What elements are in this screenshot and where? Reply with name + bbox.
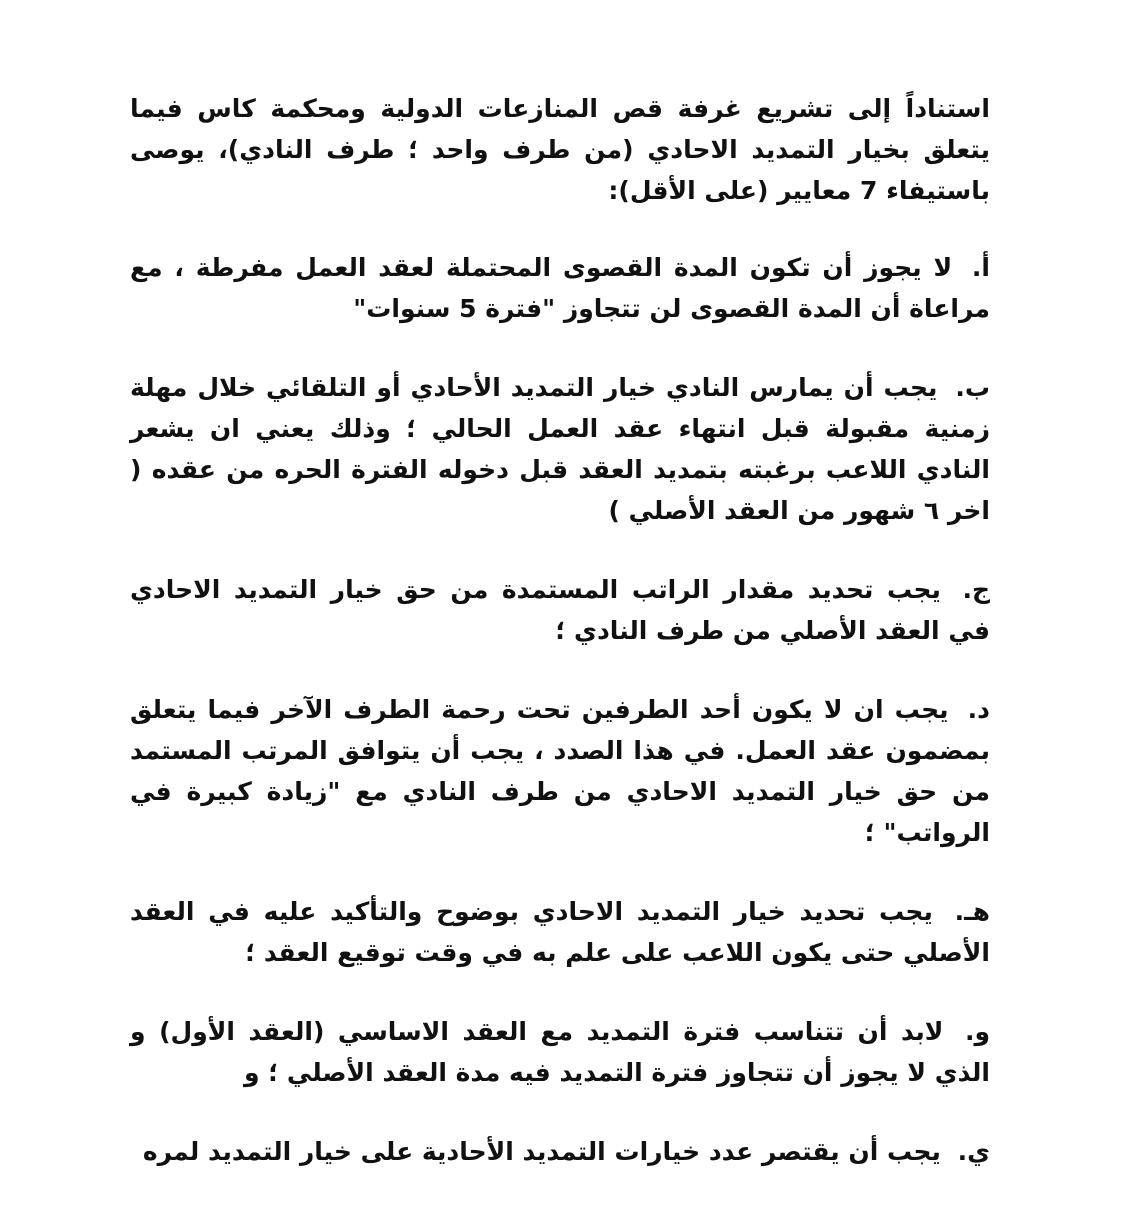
criterion-marker: أ. [971, 253, 990, 282]
criterion-marker: هـ. [954, 897, 990, 926]
criterion-c [130, 569, 990, 651]
criterion-b [130, 367, 990, 531]
criterion-e [130, 891, 990, 973]
document-body [130, 88, 990, 1210]
criterion-text: يجب تحديد مقدار الراتب المستمدة من حق خيار التمديد الاحادي في العقد الأصلي من طرف النادي ؛ [130, 575, 990, 645]
criterion-text: لابد أن تتناسب فترة التمديد مع العقد الاساسي (العقد الأول) و الذي لا يجوز أن تتجاوز فترة التمديد فيه مدة العقد الأصلي ؛ و [130, 1017, 990, 1087]
criterion-text: يجب أن يمارس النادي خيار التمديد الأحادي أو التلقائي خلال مهلة زمنية مقبولة قبل انتهاء عقد العمل الحالي ؛ وذلك يعني ان يشعر النادي اللاعب برغبته بتمديد العقد قبل دخوله الفترة الحره من عقده ( اخر ٦ شهور من العقد الأصلي ) [130, 373, 990, 525]
criterion-g [130, 1131, 990, 1172]
criterion-marker: ي. [957, 1137, 990, 1166]
criterion-marker: و. [964, 1017, 990, 1046]
criterion-text: يجب أن يقتصر عدد خيارات التمديد الأحادية على خيار التمديد لمره [142, 1137, 941, 1166]
criterion-d [130, 689, 990, 853]
intro-paragraph: استناداً إلى تشريع غرفة قص المنازعات الدولية ومحكمة كاس فيما يتعلق بخيار التمديد الاحادي (من طرف واحد ؛ طرف النادي)، يوصى باستيفاء 7 معايير (على الأقل): [130, 94, 990, 205]
criterion-marker: ج. [962, 575, 990, 604]
criterion-text: لا يجوز أن تكون المدة القصوى المحتملة لعقد العمل مفرطة ، مع مراعاة أن المدة القصوى لن تتجاوز "فترة 5 سنوات" [130, 253, 990, 323]
criterion-text: يجب ان لا يكون أحد الطرفين تحت رحمة الطرف الآخر فيما يتعلق بمضمون عقد العمل. في هذا الصدد ، يجب أن يتوافق المرتب المستمد من حق خيار التمديد الاحادي من طرف النادي مع "زيادة كبيرة في الرواتب" ؛ [130, 695, 990, 847]
criterion-f [130, 1011, 990, 1093]
criterion-a [130, 247, 990, 329]
criterion-marker: ب. [955, 373, 990, 402]
criterion-marker: د. [967, 695, 990, 724]
criterion-text: يجب تحديد خيار التمديد الاحادي بوضوح والتأكيد عليه في العقد الأصلي حتى يكون اللاعب على علم به في وقت توقيع العقد ؛ [130, 897, 990, 967]
